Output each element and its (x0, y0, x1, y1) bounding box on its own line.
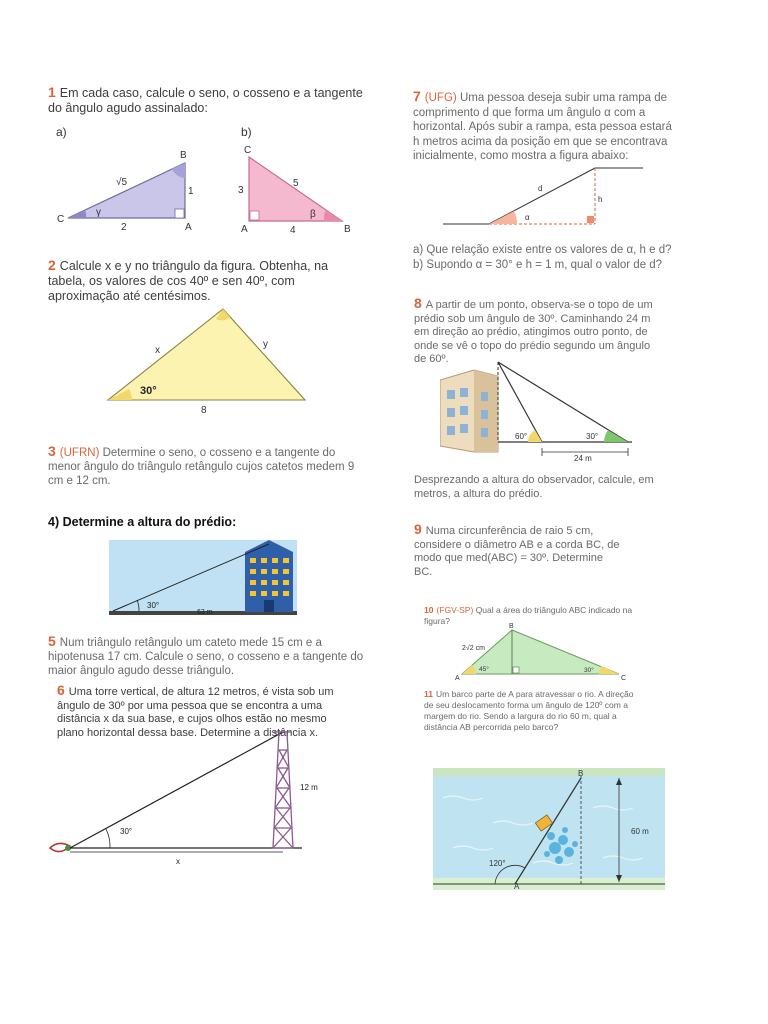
fig-a-angle-label: γ (96, 207, 101, 218)
q8-building-windows (447, 388, 488, 437)
q6-sight-line (70, 732, 283, 848)
q2-triangle (108, 309, 305, 400)
q10-side-label: 2√2 cm (462, 645, 485, 652)
q2-side-x-label: x (155, 345, 160, 356)
fig-b-angle-label: β (310, 209, 316, 220)
q7-alpha-label: α (525, 213, 530, 222)
q7-right-angle (587, 216, 594, 223)
fig-b-angle-mark (324, 210, 342, 221)
q6-distance-label: x (176, 857, 180, 866)
q7-h-label: h (598, 195, 603, 204)
question-2-statement: Calcule x e y no triângulo da figura. Obtenha, na tabela, os valores de cos 40º e sen 40º, com aproximação até centésimos. (48, 259, 329, 303)
question-4-figure (109, 540, 297, 615)
q6-tower (273, 732, 293, 848)
question-2-number: 2 (48, 257, 56, 273)
question-8-number: 8 (414, 295, 422, 311)
question-11-figure (433, 768, 665, 890)
question-7-text (413, 89, 678, 164)
fig-b-vertex-b: B (344, 224, 351, 235)
question-3-source: (UFRN) (59, 447, 100, 459)
fig-a-leg-h-label: 2 (121, 222, 127, 233)
question-8-statement: A partir de um ponto, observa-se o topo de um prédio sob um ângulo de 30º. Caminhando 24 m em direção ao prédio, atingimos outro ponto, de onde se vê o topo do prédio segundo um ângulo de 60º. (414, 299, 653, 365)
q10-vertex-a: A (455, 675, 460, 682)
question-11-text (424, 689, 642, 733)
fig-a-vertex-a: A (185, 222, 192, 233)
fig-a-label: a) (56, 125, 67, 139)
question-9-statement: Numa circunferência de raio 5 cm, considere o diâmetro AB e a corda BC, de modo que med(ABC) = 30º. Determine BC. (414, 525, 620, 578)
question-10-statement: Qual a área do triângulo ABC indicado na figura? (424, 605, 633, 626)
q10-vertex-b: B (509, 623, 514, 630)
q11-angle-label: 120° (489, 859, 506, 868)
q2-angle-label: 30° (140, 385, 157, 397)
q10-vertex-c: C (621, 675, 627, 682)
fig-b-hyp-label: 5 (293, 178, 299, 189)
q11-width-label: 60 m (631, 827, 649, 836)
fig-b-right-angle (250, 211, 259, 220)
fig-b-vertex-c: C (244, 145, 252, 156)
question-10-figure (452, 622, 630, 682)
fig-b-vertex-a: A (241, 224, 248, 235)
fig-a-vertex-c: C (57, 214, 65, 225)
q8-angle-60-label: 60° (515, 432, 528, 441)
question-10-number: 10 (424, 605, 434, 615)
q10-right-angle (513, 667, 519, 673)
question-6-figure (48, 728, 333, 870)
question-9-number: 9 (414, 521, 422, 537)
question-3-number: 3 (48, 443, 56, 459)
q7-angle-mark (489, 211, 517, 224)
q7-ramp (489, 168, 595, 224)
question-4-title: 4) Determine a altura do prédio: (48, 515, 237, 529)
fig-a-right-angle (175, 209, 184, 218)
q7-d-label: d (538, 184, 543, 193)
question-7-source: (UFG) (424, 92, 457, 104)
q8-angle-60-mark (528, 430, 542, 442)
q10-angle-30-label: 30° (584, 667, 594, 674)
q6-angle-arc (106, 829, 110, 848)
q10-angle-30-mark (599, 666, 619, 674)
question-1-number: 1 (48, 84, 56, 100)
question-3-statement: Determine o seno, o cosseno e a tangente do menor ângulo do triângulo retângulo cujos catetos medem 9 cm e 12 cm. (48, 447, 355, 487)
fig-b-label: b) (241, 125, 252, 139)
q6-angle-label: 30° (120, 827, 133, 836)
question-7-item-b: b) Supondo α = 30° e h = 1 m, qual o valor de d? (413, 258, 663, 271)
question-5-text (48, 634, 366, 678)
q8-distance-label: 24 m (574, 454, 592, 463)
question-1-figures (48, 122, 368, 240)
q8-sight-30 (498, 362, 628, 442)
q11-vertex-a: A (514, 882, 520, 890)
question-7-item-a: a) Que relação existe entre os valores de α, h e d? (413, 244, 672, 256)
fig-a-triangle (68, 163, 185, 218)
question-7-items (413, 243, 678, 272)
question-5-number: 5 (48, 633, 56, 649)
fig-a-hyp-label: √5 (116, 177, 128, 188)
fig-b-leg-v-label: 3 (238, 185, 244, 196)
fig-a-angle-mark (68, 210, 86, 218)
question-9-text (414, 523, 624, 579)
question-8-figure (440, 360, 655, 465)
q8-sight-60 (498, 362, 542, 442)
q8-angle-30-mark (604, 430, 628, 442)
question-11-statement: Um barco parte de A para atravessar o rio. A direção de seu deslocamento forma um ângulo de 120º com a margem do rio. Sendo a largura do rio 60 m, qual a distância AB percorrida pelo barco? (424, 689, 634, 732)
q2-base-label: 8 (201, 405, 207, 416)
q8-angle-30-label: 30° (586, 432, 599, 441)
fig-a-vertex-b: B (180, 150, 187, 161)
q6-height-label: 12 m (300, 783, 318, 792)
q11-vertex-b: B (578, 769, 584, 778)
question-2-text (48, 258, 366, 304)
question-7-statement: Uma pessoa deseja subir uma rampa de comprimento d que forma um ângulo α com a horizontal. Após subir a rampa, esta pessoa estará h metros acima da posição em que se encontrava inicialmente, como mostra a figura abaixo: (413, 92, 672, 162)
fig-b-triangle (249, 157, 342, 221)
fig-b-leg-h-label: 4 (290, 225, 296, 236)
question-7-number: 7 (413, 88, 421, 104)
question-10-source: (FGV-SP) (436, 605, 474, 615)
question-1-text (48, 85, 366, 116)
question-8-text (414, 297, 659, 367)
question-3-text (48, 444, 366, 488)
question-6-number: 6 (57, 682, 65, 698)
question-7-figure (443, 162, 673, 230)
q4-angle-label: 30° (147, 601, 160, 610)
question-2-figure (100, 305, 315, 417)
fig-a-leg-v-label: 1 (188, 186, 194, 197)
question-6-statement: Uma torre vertical, de altura 12 metros, é vista sob um ângulo de 30º por uma pessoa que se encontra a uma distância x da sua base, e cujos olhos estão no mesmo plano horizontal dessa base. Determine a distância x. (57, 686, 334, 739)
q4-building-door (264, 600, 274, 612)
q2-side-y-label: y (263, 339, 268, 350)
question-5-statement: Num triângulo retângulo um cateto mede 15 cm e a hipotenusa 17 cm. Calcule o seno, o cosseno e a tangente do maior ângulo agudo desse triângulo. (48, 637, 364, 677)
q4-distance-label: 63 m (197, 609, 213, 615)
q11-top-bank (433, 768, 665, 776)
question-8-footer: Desprezando a altura do observador, calcule, em metros, a altura do prédio. (414, 474, 654, 500)
question-11-number: 11 (424, 689, 433, 699)
q10-angle-45-label: 45° (479, 666, 489, 673)
question-1-statement: Em cada caso, calcule o seno, o cosseno e a tangente do ângulo agudo assinalado: (48, 86, 363, 115)
